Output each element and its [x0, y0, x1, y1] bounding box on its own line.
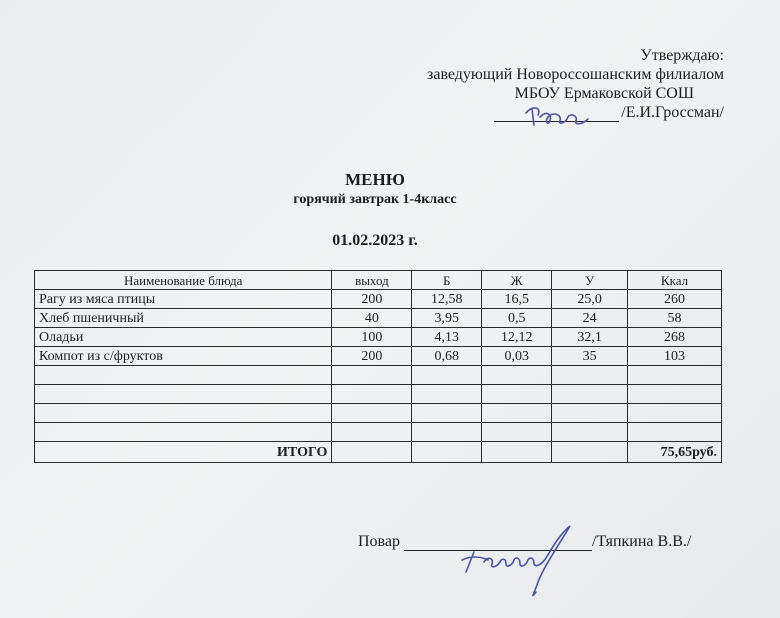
table-row	[35, 309, 722, 328]
cell-yield: 100	[332, 328, 412, 347]
menu-title: МЕНЮ	[345, 170, 405, 189]
approval-signature-row	[427, 103, 724, 122]
cook-signature-icon	[434, 522, 584, 602]
table-row	[35, 290, 722, 309]
cook-signature-line	[404, 534, 592, 551]
table-row	[35, 328, 722, 347]
approval-signature-line	[494, 105, 619, 122]
header-protein: Б	[412, 271, 482, 290]
cell-dish: Компот из с/фруктов	[35, 347, 332, 366]
cell-carbs: 35	[552, 347, 628, 366]
cook-signature-block	[358, 533, 691, 551]
header-kcal: Ккал	[628, 271, 722, 290]
menu-subtitle: горячий завтрак 1-4класс	[293, 192, 457, 207]
approval-block	[427, 46, 724, 122]
cook-name: /Тяпкина В.В./	[592, 533, 692, 550]
cell-kcal: 260	[628, 290, 722, 309]
approval-signer-name: /Е.И.Гроссман/	[621, 104, 724, 121]
approval-organization: МБОУ Ермаковской СОШ	[514, 85, 694, 102]
cell-fat: 12,12	[482, 328, 552, 347]
menu-table	[34, 270, 722, 463]
table-row-empty	[35, 423, 722, 442]
cell-dish: Хлеб пшеничный	[35, 309, 332, 328]
cell-carbs: 24	[552, 309, 628, 328]
table-row	[35, 347, 722, 366]
header-dish: Наименование блюда	[35, 271, 332, 290]
cell-carbs: 32,1	[552, 328, 628, 347]
table-total-row	[35, 442, 722, 463]
menu-date: 01.02.2023 г.	[332, 232, 418, 249]
cell-kcal: 103	[628, 347, 722, 366]
approval-signature-icon	[522, 101, 592, 131]
approval-position: заведующий Новороссошанским филиалом	[427, 66, 724, 83]
cell-protein: 12,58	[412, 290, 482, 309]
header-fat: Ж	[482, 271, 552, 290]
cell-yield: 200	[332, 290, 412, 309]
cell-carbs: 25,0	[552, 290, 628, 309]
header-yield: выход	[332, 271, 412, 290]
cell-fat: 0,5	[482, 309, 552, 328]
table-row-empty	[35, 404, 722, 423]
approval-title: Утверждаю:	[640, 47, 724, 64]
cell-fat: 16,5	[482, 290, 552, 309]
total-value: 75,65руб.	[628, 442, 722, 463]
cell-dish: Оладьи	[35, 328, 332, 347]
cook-label: Повар	[358, 533, 400, 550]
cell-protein: 3,95	[412, 309, 482, 328]
cell-kcal: 268	[628, 328, 722, 347]
cell-fat: 0,03	[482, 347, 552, 366]
total-label: ИТОГО	[35, 442, 332, 463]
cell-protein: 4,13	[412, 328, 482, 347]
table-row-empty	[35, 366, 722, 385]
table-header-row	[35, 271, 722, 290]
cell-kcal: 58	[628, 309, 722, 328]
cell-yield: 40	[332, 309, 412, 328]
table-row-empty	[35, 385, 722, 404]
cell-dish: Рагу из мяса птицы	[35, 290, 332, 309]
cell-protein: 0,68	[412, 347, 482, 366]
cell-yield: 200	[332, 347, 412, 366]
header-carbs: У	[552, 271, 628, 290]
